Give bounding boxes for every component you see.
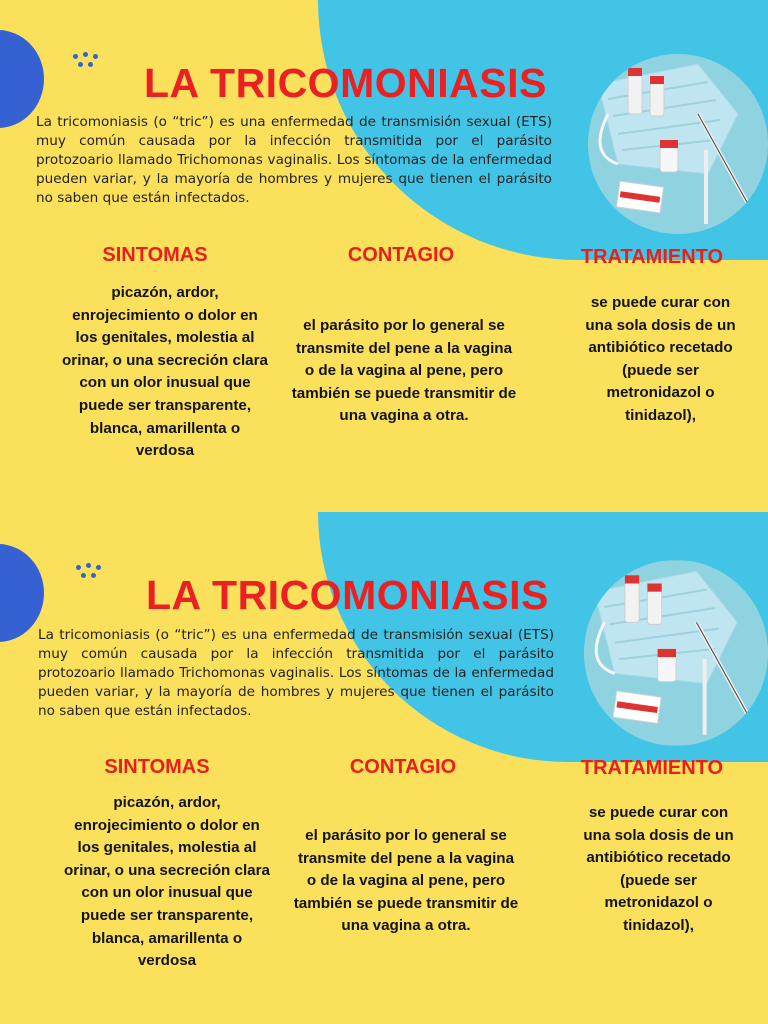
infographic-panel-2: [0, 512, 768, 1024]
contagio-heading: CONTAGIO: [347, 244, 455, 266]
dots-decoration-icon: [76, 563, 106, 583]
page-title: LA TRICOMONIASIS: [146, 572, 549, 618]
intro-paragraph: La tricomoniasis (o “tric”) es una enfermedad de transmisión sexual (ETS) muy común causada por la infección transmitida por el parásito protozoario llamado Trichomonas vaginalis. Los síntomas de la enfermedad pueden variar, y la mayoría de hombres y mujeres que tienen el parásito no saben que están infectados.: [36, 114, 552, 206]
medical-supplies-photo: [584, 560, 768, 746]
contagio-text: el parásito por lo general se transmite del pene a la vagina o de la vagina al pene, pero también se puede transmitir de una vagina a otra.: [293, 827, 519, 935]
sintomas-heading: SINTOMAS: [104, 756, 210, 778]
intro-paragraph: La tricomoniasis (o “tric”) es una enfermedad de transmisión sexual (ETS) muy común causada por la infección transmitida por el parásito protozoario llamado Trichomonas vaginalis. Los síntomas de la enfermedad pueden variar, y la mayoría de hombres y mujeres que tienen el parásito no saben que están infectados.: [38, 627, 554, 719]
tratamiento-text: se puede curar con una sola dosis de un antibiótico recetado (puede ser metronidazol o tinidazol),: [585, 294, 736, 424]
dots-decoration-icon: [73, 52, 103, 72]
tratamiento-text: se puede curar con una sola dosis de un antibiótico recetado (puede ser metronidazol o tinidazol),: [583, 804, 734, 934]
tratamiento-heading: TRATAMIENTO: [580, 246, 724, 268]
contagio-text: el parásito por lo general se transmite del pene a la vagina o de la vagina al pene, pero también se puede transmitir de una vagina a otra.: [291, 317, 517, 425]
page-title: LA TRICOMONIASIS: [144, 60, 547, 106]
medical-supplies-photo: [588, 54, 768, 234]
contagio-heading: CONTAGIO: [349, 756, 457, 778]
sintomas-heading: SINTOMAS: [102, 244, 208, 266]
sintomas-text: picazón, ardor, enrojecimiento o dolor en los genitales, molestia al orinar, o una secreción clara con un olor inusual que puede ser transparente, blanca, amarillenta o verdosa: [64, 794, 270, 970]
sintomas-text: picazón, ardor, enrojecimiento o dolor en los genitales, molestia al orinar, o una secreción clara con un olor inusual que puede ser transparente, blanca, amarillenta o verdosa: [62, 284, 268, 460]
tratamiento-heading: TRATAMIENTO: [580, 757, 724, 779]
